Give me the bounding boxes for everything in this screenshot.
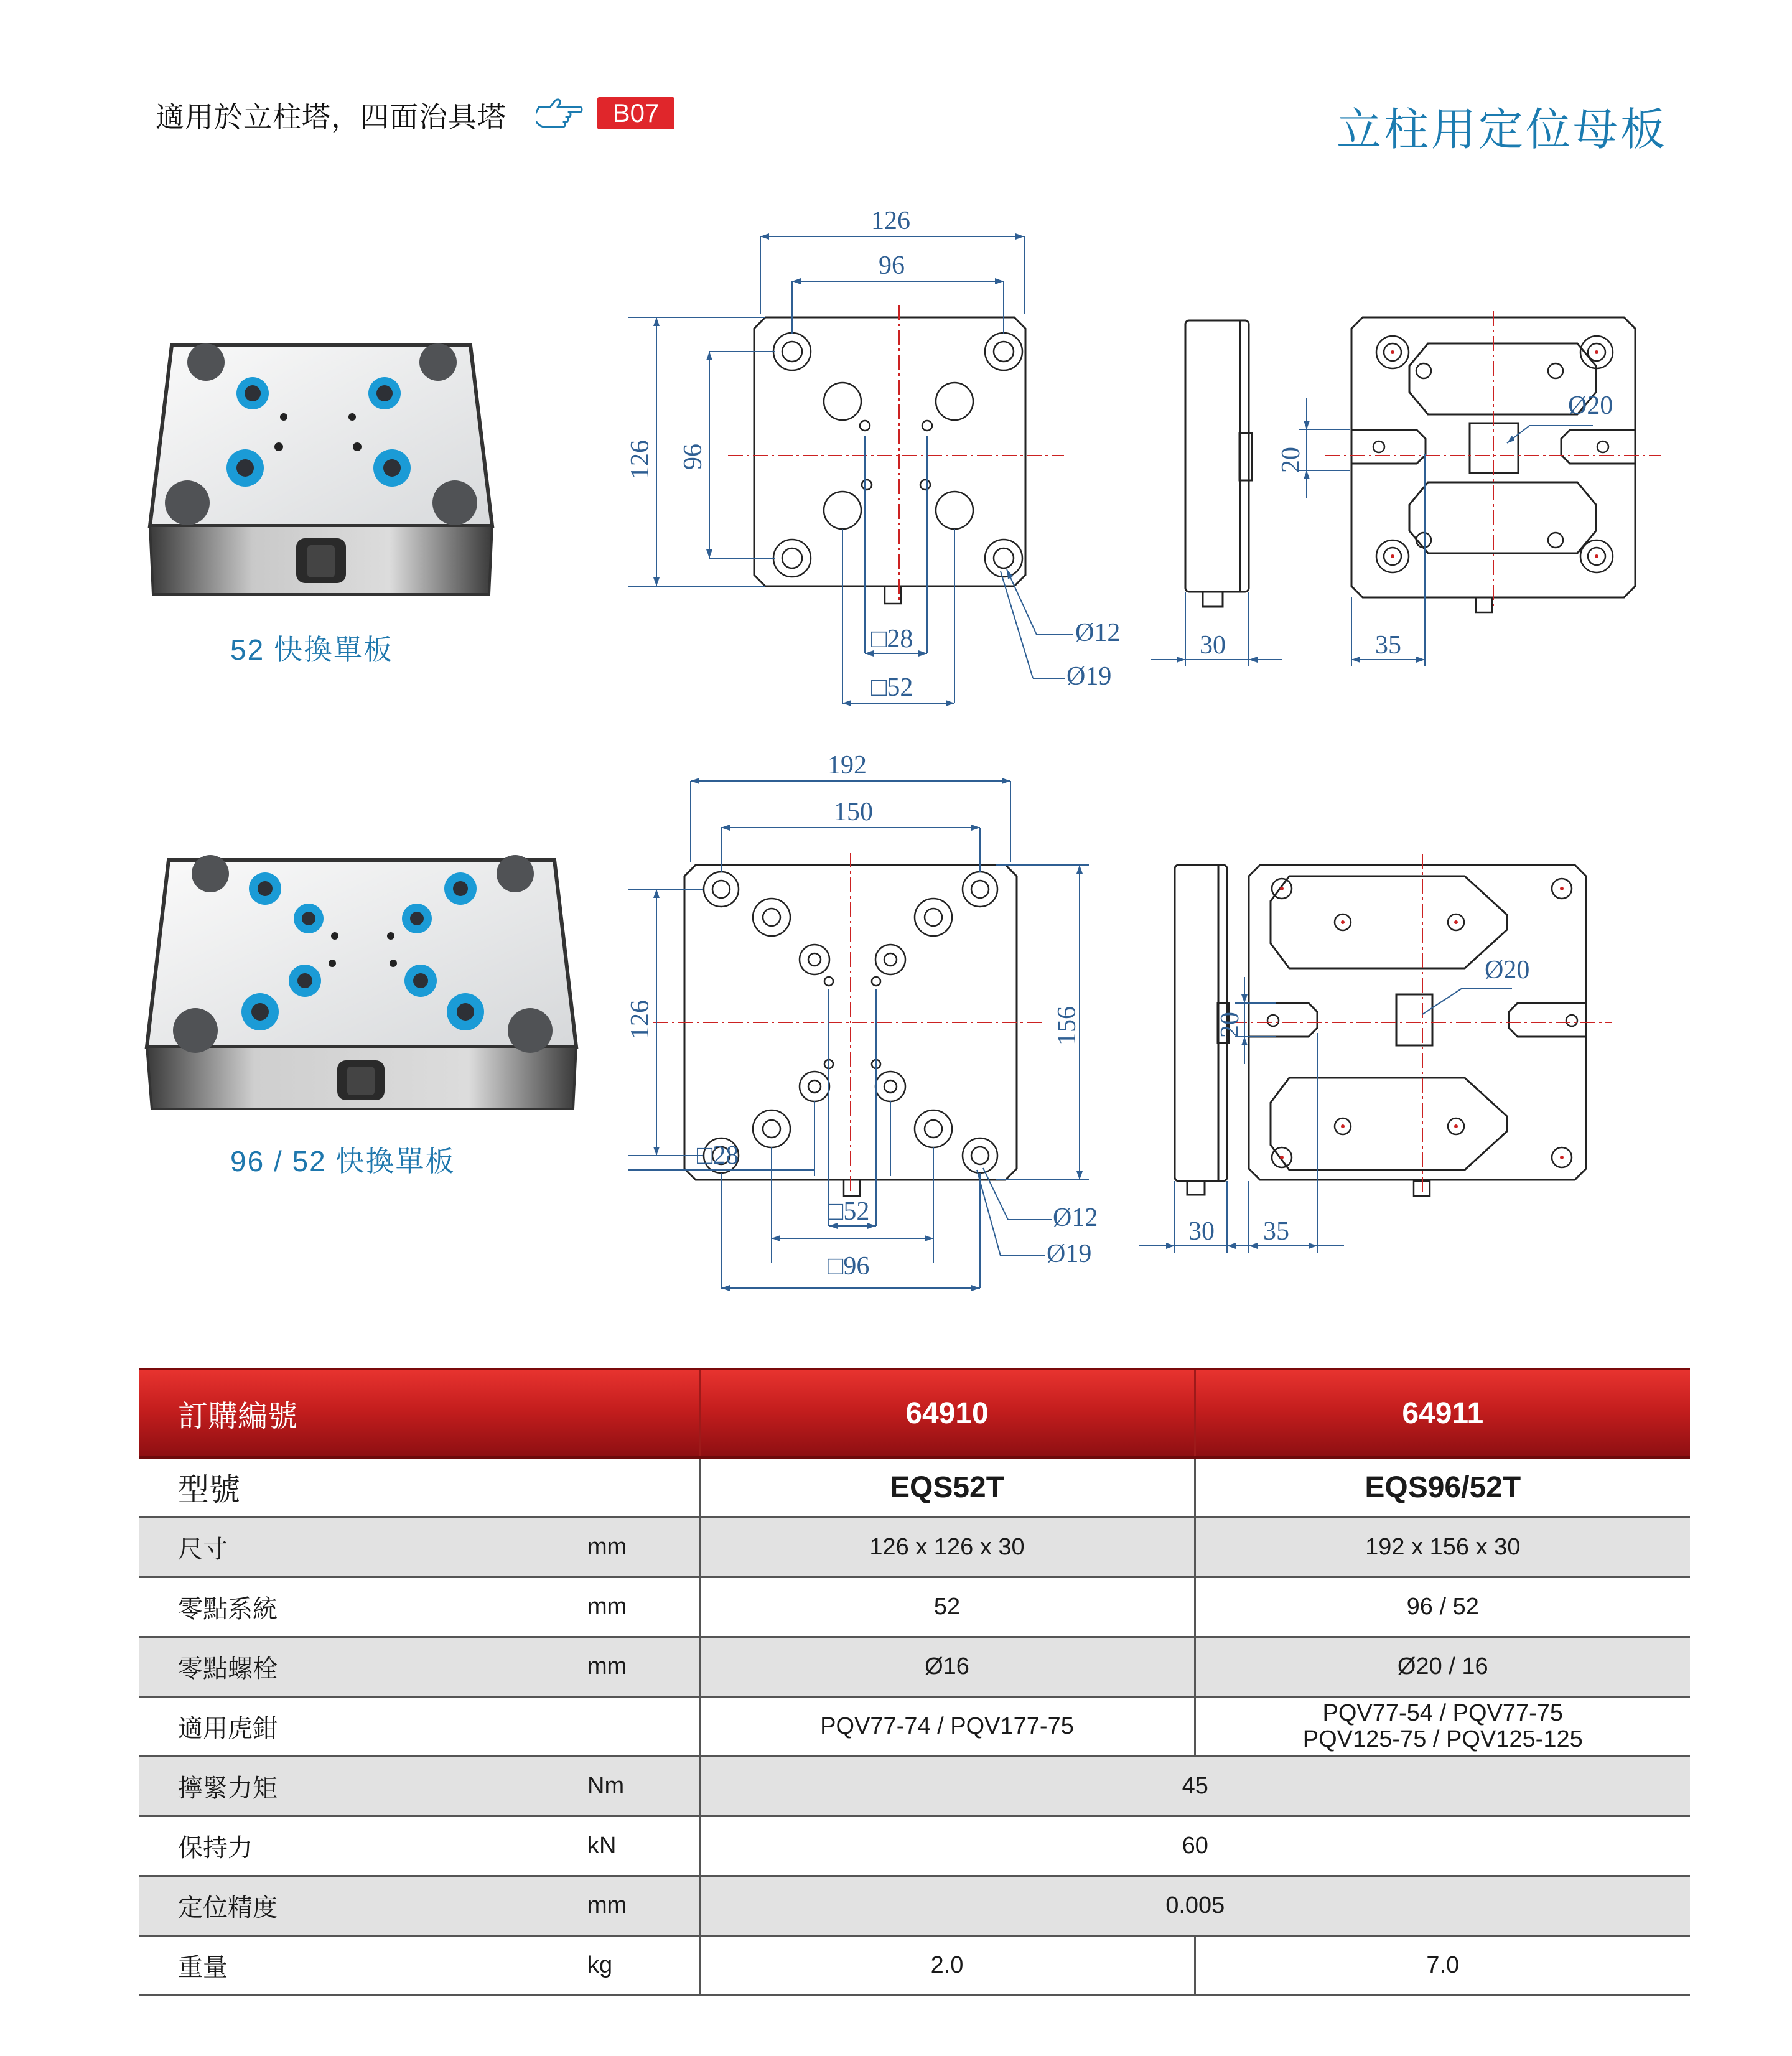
- dim-side-30: 30: [1200, 631, 1226, 660]
- technical-drawing-52: [616, 187, 1674, 722]
- dim-rear-d20: Ø20: [1485, 956, 1530, 984]
- spec-table: [139, 1368, 1690, 1996]
- table-row: [139, 1457, 1690, 1517]
- row-value-shared: 60: [1182, 1832, 1208, 1859]
- row-value-2: 192 x 156 x 30: [1365, 1533, 1521, 1560]
- table-row: [139, 1816, 1690, 1876]
- dim-rear-d20: Ø20: [1568, 391, 1613, 420]
- dim-rear-20: 20: [1277, 447, 1305, 473]
- page-subtitle: 適用於立柱塔，四面治具塔: [156, 101, 506, 133]
- table-row: [139, 1517, 1690, 1577]
- dim-left-outer: 126: [626, 440, 655, 479]
- row-unit: kN: [587, 1816, 699, 1876]
- dim-top-inner: 150: [834, 798, 873, 826]
- order-number-label: 訂購編號: [139, 1369, 699, 1457]
- page-title: 立柱用定位母板: [1336, 105, 1668, 155]
- dim-rear-35: 35: [1263, 1217, 1289, 1246]
- row-label: 擰緊力矩: [178, 1774, 278, 1802]
- dim-left: 126: [626, 1000, 655, 1039]
- row-value-shared: 45: [1182, 1772, 1208, 1799]
- dim-sq52: □52: [828, 1197, 870, 1226]
- dim-d19: Ø19: [1047, 1240, 1092, 1268]
- row-value-2: Ø20 / 16: [1397, 1653, 1488, 1680]
- row-value-2: EQS96/52T: [1365, 1470, 1521, 1504]
- row-unit: mm: [587, 1517, 699, 1577]
- row-label: 零點系統: [178, 1595, 278, 1623]
- dim-rear-35: 35: [1375, 631, 1401, 660]
- row-unit: mm: [587, 1876, 699, 1935]
- table-header-row: [139, 1369, 1690, 1457]
- dim-right: 156: [1053, 1006, 1081, 1045]
- order-number-64910: 64910: [699, 1369, 1195, 1457]
- product-photo-52: [141, 336, 502, 604]
- row-value-2: 7.0: [1426, 1951, 1460, 1978]
- row-label: 保持力: [178, 1834, 253, 1862]
- product-caption-52: 52 快換單板: [230, 633, 393, 666]
- section-badge: B07: [597, 97, 674, 129]
- row-label: 重量: [178, 1953, 228, 1981]
- row-label: 零點螺栓: [178, 1655, 278, 1683]
- row-value-2: [1195, 1696, 1690, 1756]
- dim-rear-20: 20: [1216, 1012, 1244, 1038]
- row-value-2-line-2: PQV125-75 / PQV125-125: [1302, 1726, 1583, 1752]
- row-value-2-line-1: PQV77-54 / PQV77-75: [1322, 1700, 1564, 1726]
- dim-top-inner: 96: [879, 251, 905, 280]
- row-label: 尺寸: [178, 1535, 228, 1563]
- dim-d12: Ø12: [1075, 619, 1121, 647]
- pointing-hand-icon: [536, 93, 586, 131]
- row-unit: Nm: [587, 1756, 699, 1816]
- product-photo-96-52: [141, 854, 582, 1115]
- table-row: [139, 1756, 1690, 1816]
- row-value-1: Ø16: [699, 1637, 1195, 1696]
- row-unit: [587, 1457, 699, 1517]
- row-unit: [587, 1696, 699, 1756]
- dim-sq28: □28: [697, 1141, 739, 1170]
- table-row: [139, 1876, 1690, 1935]
- table-row: [139, 1577, 1690, 1637]
- product-caption-96-52: 96 / 52 快換單板: [230, 1145, 455, 1177]
- dim-sq96: □96: [828, 1252, 870, 1281]
- technical-drawing-96-52: [616, 734, 1674, 1307]
- row-value-1: EQS52T: [699, 1457, 1195, 1517]
- dim-d19: Ø19: [1066, 662, 1112, 691]
- row-label: 適用虎鉗: [178, 1714, 278, 1742]
- row-unit: mm: [587, 1577, 699, 1637]
- row-value-1: 2.0: [699, 1935, 1195, 1995]
- dim-side-30: 30: [1188, 1217, 1215, 1246]
- row-label: 型號: [178, 1472, 240, 1508]
- table-row: [139, 1935, 1690, 1995]
- dim-top-outer: 126: [871, 207, 910, 235]
- dim-top-outer: 192: [828, 751, 867, 780]
- row-value-shared: 0.005: [1165, 1892, 1225, 1918]
- row-value-1: PQV77-74 / PQV177-75: [699, 1696, 1195, 1756]
- row-value-1: 52: [699, 1577, 1195, 1637]
- row-label: 定位精度: [178, 1894, 278, 1922]
- row-unit: mm: [587, 1637, 699, 1696]
- row-value-1: 126 x 126 x 30: [699, 1517, 1195, 1577]
- dim-sq28: □28: [871, 625, 913, 653]
- order-number-64911: 64911: [1195, 1369, 1690, 1457]
- dim-left-inner: 96: [679, 444, 707, 470]
- dim-d12: Ø12: [1053, 1203, 1098, 1232]
- dim-sq52: □52: [871, 673, 913, 702]
- table-row: [139, 1637, 1690, 1696]
- table-row: [139, 1696, 1690, 1756]
- row-value-2: 96 / 52: [1406, 1593, 1479, 1620]
- row-unit: kg: [587, 1935, 699, 1995]
